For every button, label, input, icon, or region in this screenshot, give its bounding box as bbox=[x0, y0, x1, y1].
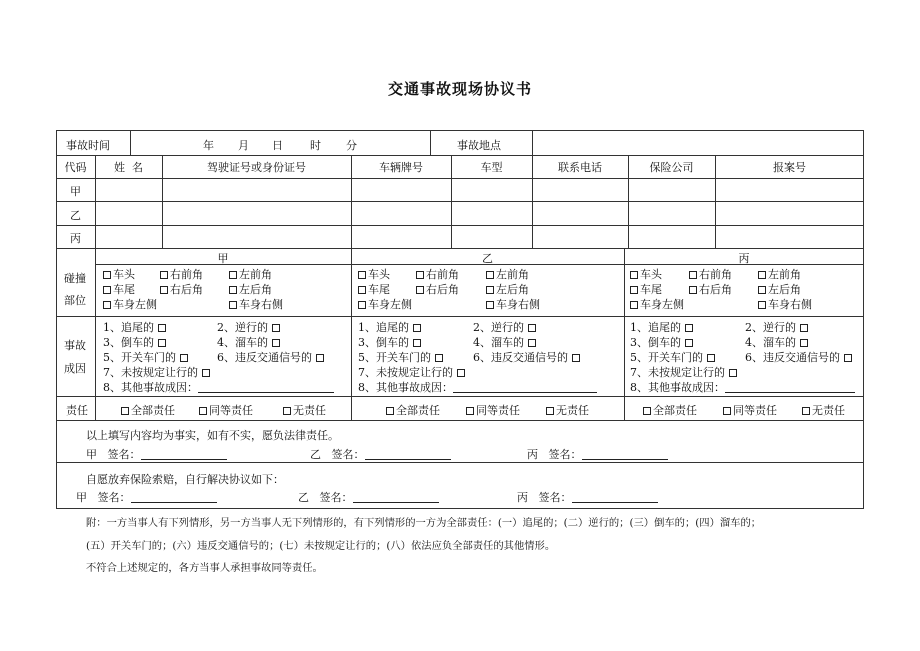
cause-item[interactable]: 4、溜车的 bbox=[217, 334, 282, 350]
collision-option[interactable]: 左后角 bbox=[758, 281, 801, 297]
collision-option[interactable]: 右前角 bbox=[416, 266, 459, 282]
col-plate: 车辆牌号 bbox=[379, 161, 423, 174]
month-unit: 月 bbox=[238, 139, 249, 152]
settlement-sign-b[interactable]: 乙 签名： bbox=[298, 489, 439, 505]
cause-item[interactable]: 2、逆行的 bbox=[745, 319, 810, 335]
cause-item[interactable]: 5、开关车门的 bbox=[103, 349, 190, 365]
col-insurer: 保险公司 bbox=[649, 161, 694, 174]
collision-label-2: 部位 bbox=[64, 294, 86, 307]
collision-option[interactable]: 左后角 bbox=[486, 281, 529, 297]
section-party-c: 丙 bbox=[738, 252, 750, 265]
collision-option[interactable]: 右后角 bbox=[689, 281, 732, 297]
collision-option[interactable]: 车身左侧 bbox=[358, 296, 412, 312]
settlement-sign-a[interactable]: 甲 签名： bbox=[76, 489, 217, 505]
col-license: 驾驶证号或身份证号 bbox=[207, 161, 306, 174]
minute-unit: 分 bbox=[346, 139, 357, 152]
collision-option[interactable]: 车尾 bbox=[358, 281, 390, 297]
collision-option[interactable]: 右前角 bbox=[160, 266, 203, 282]
declaration-sign-b[interactable]: 乙 签名： bbox=[310, 446, 451, 462]
collision-option[interactable]: 车身右侧 bbox=[229, 296, 283, 312]
collision-option[interactable]: 车身左侧 bbox=[630, 296, 684, 312]
time-label: 事故时间 bbox=[66, 139, 110, 152]
declaration-sign-c[interactable]: 丙 签名： bbox=[527, 446, 668, 462]
section-party-b: 乙 bbox=[482, 252, 493, 265]
col-report-no: 报案号 bbox=[773, 161, 806, 174]
cause-item-other[interactable]: 8、其他事故成因： bbox=[630, 379, 855, 395]
responsibility-option[interactable]: 全部责任 bbox=[386, 402, 440, 418]
note-line-2: (五）开关车门的；(六）违反交通信号的；(七）未按规定让行的；(八）依法应负全部责任的其他情形。 bbox=[86, 540, 556, 552]
declaration-sign-a[interactable]: 甲 签名： bbox=[86, 446, 227, 462]
col-phone: 联系电话 bbox=[558, 161, 602, 174]
cause-item[interactable]: 7、未按规定让行的 bbox=[630, 364, 739, 380]
collision-option[interactable]: 右后角 bbox=[160, 281, 203, 297]
settlement-sign-c[interactable]: 丙 签名： bbox=[517, 489, 658, 505]
cause-item[interactable]: 5、开关车门的 bbox=[630, 349, 717, 365]
cause-label-1: 事故 bbox=[64, 339, 86, 352]
hour-unit: 时 bbox=[310, 139, 321, 152]
cause-item[interactable]: 7、未按规定让行的 bbox=[358, 364, 467, 380]
responsibility-option[interactable]: 全部责任 bbox=[121, 402, 175, 418]
collision-option[interactable]: 车身右侧 bbox=[486, 296, 540, 312]
cause-item[interactable]: 7、未按规定让行的 bbox=[103, 364, 212, 380]
collision-option[interactable]: 车尾 bbox=[630, 281, 662, 297]
responsibility-option[interactable]: 同等责任 bbox=[199, 402, 253, 418]
cause-item[interactable]: 2、逆行的 bbox=[217, 319, 282, 335]
collision-option[interactable]: 车尾 bbox=[103, 281, 135, 297]
document-title: 交通事故现场协议书 bbox=[387, 80, 532, 98]
cause-item[interactable]: 4、溜车的 bbox=[473, 334, 538, 350]
collision-option[interactable]: 右前角 bbox=[689, 266, 732, 282]
cause-item[interactable]: 3、倒车的 bbox=[630, 334, 695, 350]
cause-item[interactable]: 6、违反交通信号的 bbox=[473, 349, 582, 365]
responsibility-label: 责任 bbox=[66, 404, 88, 417]
collision-option[interactable]: 左前角 bbox=[486, 266, 529, 282]
collision-option[interactable]: 车头 bbox=[103, 266, 135, 282]
note-line-3: 不符合上述规定的，各方当事人承担事故同等责任。 bbox=[86, 562, 323, 574]
cause-item[interactable]: 1、追尾的 bbox=[103, 319, 168, 335]
responsibility-option[interactable]: 无责任 bbox=[283, 402, 326, 418]
responsibility-option[interactable]: 同等责任 bbox=[723, 402, 777, 418]
section-party-a: 甲 bbox=[217, 252, 229, 265]
cause-item[interactable]: 1、追尾的 bbox=[630, 319, 695, 335]
collision-option[interactable]: 车身右侧 bbox=[758, 296, 812, 312]
year-unit: 年 bbox=[203, 139, 214, 152]
cause-label-2: 成因 bbox=[64, 362, 86, 375]
col-model: 车型 bbox=[480, 161, 503, 174]
cause-item[interactable]: 3、倒车的 bbox=[103, 334, 168, 350]
collision-label-1: 碰撞 bbox=[64, 272, 86, 285]
col-code: 代码 bbox=[64, 161, 87, 174]
responsibility-option[interactable]: 无责任 bbox=[802, 402, 845, 418]
day-unit: 日 bbox=[272, 139, 283, 152]
collision-option[interactable]: 右后角 bbox=[416, 281, 459, 297]
note-line-1: 附：一方当事人有下列情形，另一方当事人无下列情形的，有下列情形的一方为全部责任：(一）追尾的；(二）逆行的；(三）倒车的；(四）溜车的； bbox=[86, 517, 762, 529]
cause-item[interactable]: 2、逆行的 bbox=[473, 319, 538, 335]
collision-option[interactable]: 车头 bbox=[358, 266, 390, 282]
cause-item[interactable]: 3、倒车的 bbox=[358, 334, 423, 350]
responsibility-option[interactable]: 全部责任 bbox=[643, 402, 697, 418]
party-code-c: 丙 bbox=[70, 232, 81, 245]
cause-item-other[interactable]: 8、其他事故成因： bbox=[103, 379, 334, 395]
collision-option[interactable]: 左后角 bbox=[229, 281, 272, 297]
party-code-b: 乙 bbox=[70, 209, 81, 222]
settlement-text: 自愿放弃保险索赔，自行解决协议如下： bbox=[86, 473, 284, 486]
col-name: 姓 名 bbox=[114, 161, 143, 174]
declaration-text: 以上填写内容均为事实，如有不实，愿负法律责任。 bbox=[86, 429, 339, 442]
responsibility-option[interactable]: 同等责任 bbox=[466, 402, 520, 418]
cause-item[interactable]: 4、溜车的 bbox=[745, 334, 810, 350]
collision-option[interactable]: 车头 bbox=[630, 266, 662, 282]
cause-item-other[interactable]: 8、其他事故成因： bbox=[358, 379, 597, 395]
cause-item[interactable]: 1、追尾的 bbox=[358, 319, 423, 335]
collision-option[interactable]: 左前角 bbox=[758, 266, 801, 282]
cause-item[interactable]: 6、违反交通信号的 bbox=[745, 349, 854, 365]
party-code-a: 甲 bbox=[70, 185, 81, 198]
cause-item[interactable]: 5、开关车门的 bbox=[358, 349, 445, 365]
cause-item[interactable]: 6、违反交通信号的 bbox=[217, 349, 326, 365]
responsibility-option[interactable]: 无责任 bbox=[546, 402, 589, 418]
place-label: 事故地点 bbox=[457, 139, 501, 152]
collision-option[interactable]: 车身左侧 bbox=[103, 296, 157, 312]
collision-option[interactable]: 左前角 bbox=[229, 266, 272, 282]
